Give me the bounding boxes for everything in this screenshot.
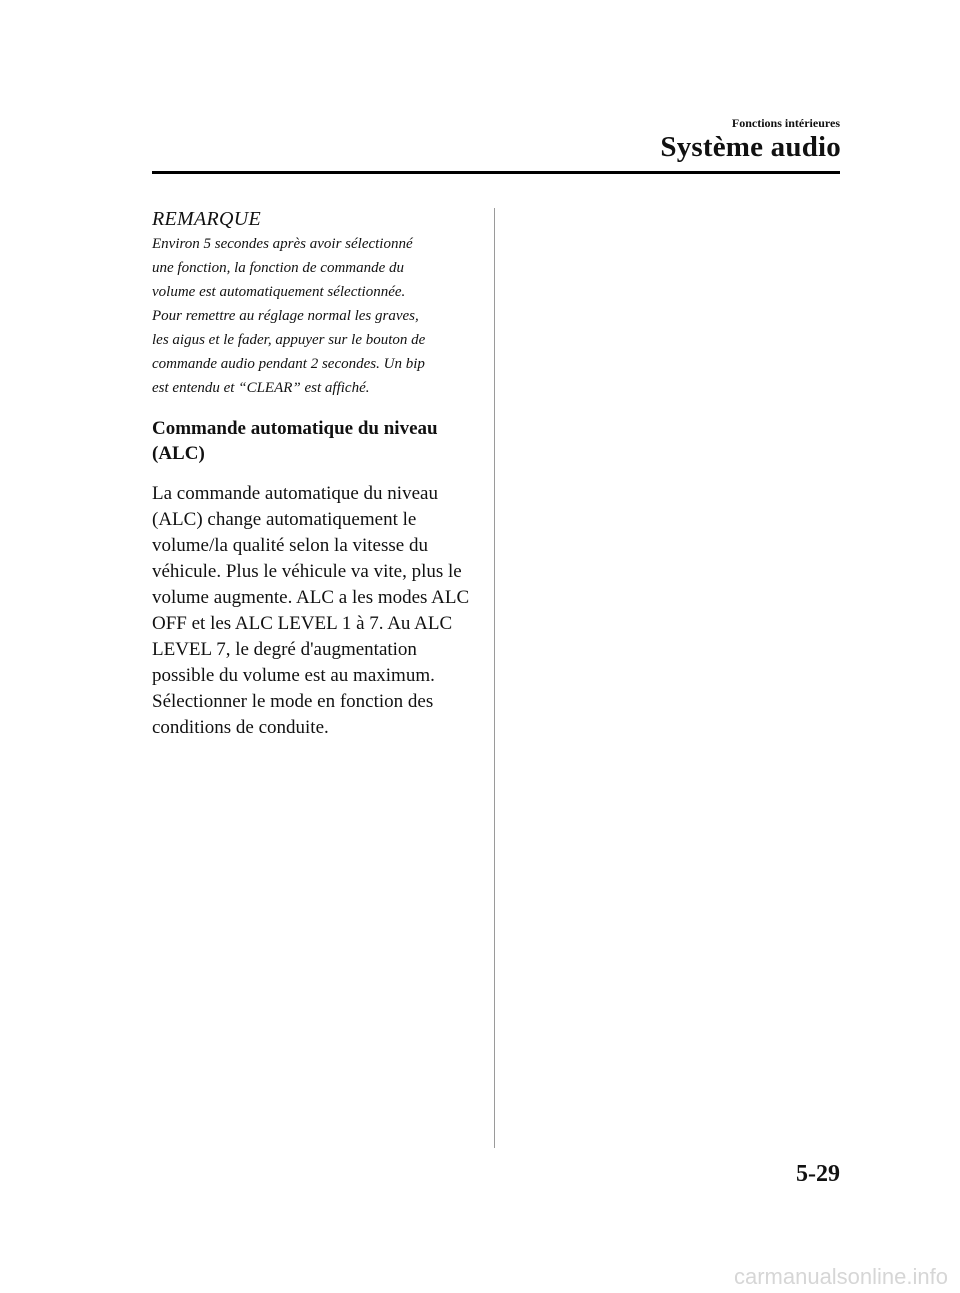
watermark: carmanualsonline.info (733, 1264, 948, 1289)
header-section-label: Fonctions intérieures (731, 116, 840, 130)
page-title: Système audio (660, 131, 841, 163)
note-heading: REMARQUE (152, 208, 262, 230)
page-number: 5-29 (796, 1161, 840, 1187)
header-rule (152, 171, 840, 174)
note-body: Environ 5 secondes après avoir sélectionné une fonction, la fonction de commande du volume est automatiquement sélectionnée. Pour remettre au réglage normal les graves, les aigus et le fader, appuyer sur le bouton de commande audio pendant 2 secondes. Un bip est entendu et “CLEAR” est affiché. (152, 236, 426, 396)
left-column (152, 206, 472, 741)
column-divider (494, 208, 495, 1148)
section-heading: Commande automatique du niveau (ALC) (152, 418, 438, 464)
note-box (152, 206, 472, 400)
section-body: La commande automatique du niveau (ALC) change automatiquement le volume/la qualité selon la vitesse du véhicule. Plus le véhicule va vite, plus le volume augmente. ALC a les modes ALC OFF et les ALC LEVEL 1 à 7. Au ALC LEVEL 7, le degré d'augmentation possible du volume est au maximum. Sélectionner le mode en fonction des conditions de conduite. (152, 483, 470, 738)
